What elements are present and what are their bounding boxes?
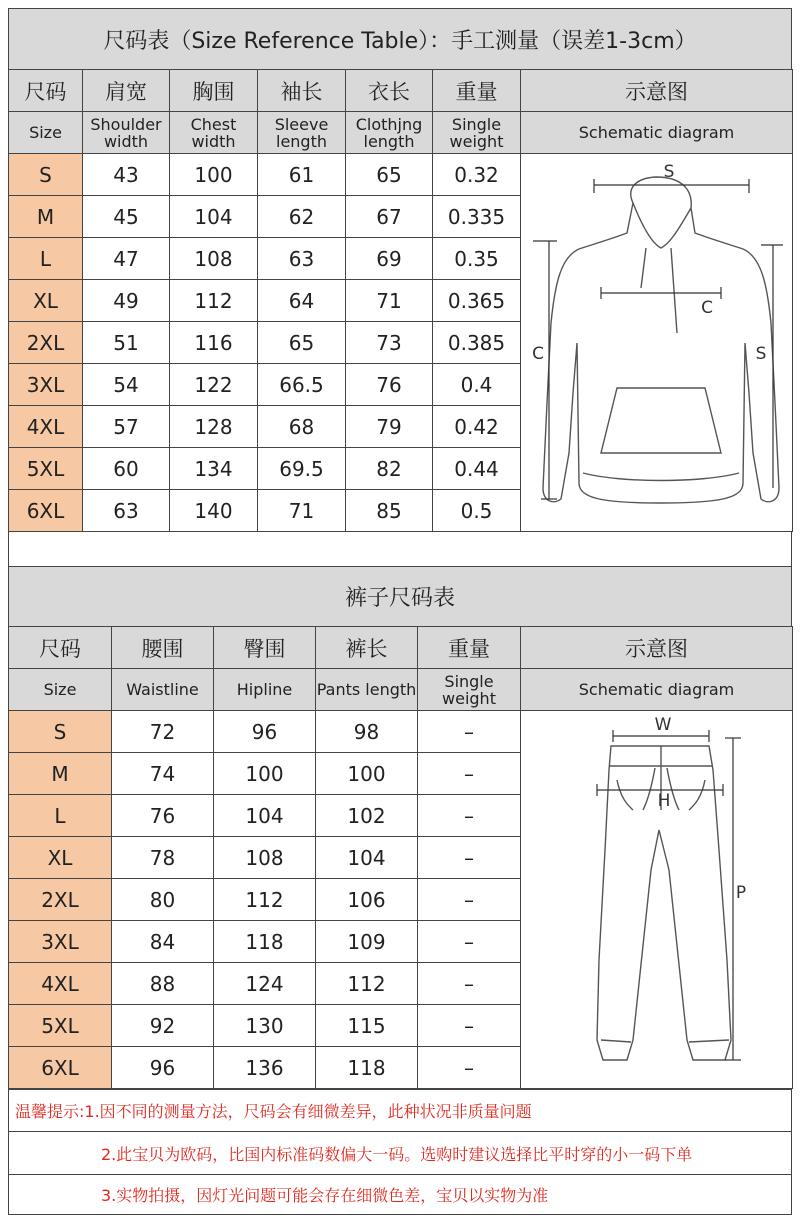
top-value-cell: 61	[258, 154, 346, 196]
top-value-cell: 0.335	[433, 196, 521, 238]
pants-header-en-length: Pants length	[316, 669, 418, 711]
bottom-value-cell: –	[418, 921, 521, 963]
bottom-value-cell: 84	[112, 921, 214, 963]
bottom-value-cell: –	[418, 1047, 521, 1089]
top-value-cell: 69	[346, 238, 433, 280]
bottom-value-cell: –	[418, 1005, 521, 1047]
top-value-cell: 63	[83, 490, 170, 532]
label-shoulder: S	[663, 162, 675, 182]
top-size-cell: L	[9, 238, 83, 280]
top-value-cell: 112	[170, 280, 258, 322]
pants-header-row-cn	[9, 627, 793, 669]
top-value-cell: 108	[170, 238, 258, 280]
header-en-shoulder: Shoulder width	[83, 112, 170, 154]
bottom-size-cell: 4XL	[9, 963, 112, 1005]
header-cn-chest: 胸围	[170, 70, 258, 112]
top-value-cell: 68	[258, 406, 346, 448]
top-value-cell: 0.365	[433, 280, 521, 322]
top-value-cell: 54	[83, 364, 170, 406]
bottom-size-cell: M	[9, 753, 112, 795]
bottom-value-cell: 100	[214, 753, 316, 795]
top-value-cell: 0.42	[433, 406, 521, 448]
top-size-cell: 6XL	[9, 490, 83, 532]
pants-header-en-hip: Hipline	[214, 669, 316, 711]
bottom-value-cell: –	[418, 963, 521, 1005]
note-3	[8, 1174, 792, 1215]
header-en-chest: Chest width	[170, 112, 258, 154]
top-value-cell: 79	[346, 406, 433, 448]
label-hip: H	[657, 791, 671, 811]
bottom-value-cell: 98	[316, 711, 418, 753]
hoodie-outline-icon	[543, 177, 779, 503]
top-size-cell: 2XL	[9, 322, 83, 364]
top-value-cell: 71	[258, 490, 346, 532]
pants-header-cn-size: 尺码	[9, 627, 112, 669]
bottom-size-cell: XL	[9, 837, 112, 879]
top-size-cell: XL	[9, 280, 83, 322]
top-value-cell: 0.44	[433, 448, 521, 490]
top-value-cell: 0.32	[433, 154, 521, 196]
top-value-cell: 122	[170, 364, 258, 406]
top-value-cell: 45	[83, 196, 170, 238]
top-value-cell: 104	[170, 196, 258, 238]
top-value-cell: 66.5	[258, 364, 346, 406]
top-value-cell: 82	[346, 448, 433, 490]
bottom-size-cell: 5XL	[9, 1005, 112, 1047]
top-value-cell: 76	[346, 364, 433, 406]
top-value-cell: 128	[170, 406, 258, 448]
pants-header-cn-hip: 臀围	[214, 627, 316, 669]
top-value-cell: 140	[170, 490, 258, 532]
header-cn-sleeve: 袖长	[258, 70, 346, 112]
header-en-length: Clothjng length	[346, 112, 433, 154]
top-value-cell: 62	[258, 196, 346, 238]
pants-schematic-diagram	[521, 710, 791, 1088]
header-en-size: Size	[9, 112, 83, 154]
header-cn-shoulder: 肩宽	[83, 70, 170, 112]
bottom-value-cell: –	[418, 711, 521, 753]
top-size-cell: 3XL	[9, 364, 83, 406]
label-chest: C	[701, 298, 713, 318]
bottom-value-cell: 102	[316, 795, 418, 837]
bottom-size-cell: L	[9, 795, 112, 837]
top-value-cell: 134	[170, 448, 258, 490]
note-1	[8, 1089, 792, 1132]
header-en-weight: Single weight	[433, 112, 521, 154]
bottom-value-cell: 96	[112, 1047, 214, 1089]
pants-header-en-diagram: Schematic diagram	[521, 669, 793, 711]
top-value-cell: 51	[83, 322, 170, 364]
label-pants-length: P	[735, 883, 747, 903]
hoodie-size-table-title	[8, 8, 792, 70]
top-value-cell: 57	[83, 406, 170, 448]
header-en-diagram: Schematic diagram	[521, 112, 793, 154]
bottom-value-cell: 80	[112, 879, 214, 921]
bottom-size-cell: 3XL	[9, 921, 112, 963]
pants-header-cn-weight: 重量	[418, 627, 521, 669]
top-value-cell: 63	[258, 238, 346, 280]
header-en-sleeve: Sleeve length	[258, 112, 346, 154]
bottom-value-cell: 109	[316, 921, 418, 963]
header-cn-weight: 重量	[433, 70, 521, 112]
top-value-cell: 65	[258, 322, 346, 364]
bottom-size-cell: 2XL	[9, 879, 112, 921]
note-2	[8, 1131, 792, 1175]
top-value-cell: 60	[83, 448, 170, 490]
top-value-cell: 64	[258, 280, 346, 322]
bottom-value-cell: 78	[112, 837, 214, 879]
top-value-cell: 43	[83, 154, 170, 196]
hoodie-header-row-en	[9, 112, 793, 154]
bottom-value-cell: 104	[214, 795, 316, 837]
table-spacer	[8, 531, 792, 567]
bottom-value-cell: 100	[316, 753, 418, 795]
note-3-text: 3.实物拍摄，因灯光问题可能会存在细微色差，宝贝以实物为准	[101, 1186, 549, 1205]
bottom-size-cell: S	[9, 711, 112, 753]
bottom-value-cell: 88	[112, 963, 214, 1005]
pants-header-en-waist: Waistline	[112, 669, 214, 711]
bottom-value-cell: 112	[214, 879, 316, 921]
bottom-value-cell: 130	[214, 1005, 316, 1047]
top-value-cell: 65	[346, 154, 433, 196]
hoodie-header-row-cn	[9, 70, 793, 112]
bottom-value-cell: 106	[316, 879, 418, 921]
bottom-value-cell: 118	[316, 1047, 418, 1089]
bottom-value-cell: –	[418, 795, 521, 837]
top-value-cell: 0.4	[433, 364, 521, 406]
bottom-value-cell: –	[418, 753, 521, 795]
note-1-text: 温馨提示:1.因不同的测量方法，尺码会有细微差异，此种状况非质量问题	[15, 1102, 532, 1121]
bottom-value-cell: 115	[316, 1005, 418, 1047]
bottom-value-cell: 92	[112, 1005, 214, 1047]
bottom-value-cell: –	[418, 879, 521, 921]
pants-header-cn-diagram: 示意图	[521, 627, 793, 669]
label-waist: W	[654, 715, 672, 735]
pants-header-en-size: Size	[9, 669, 112, 711]
top-size-cell: S	[9, 154, 83, 196]
top-value-cell: 85	[346, 490, 433, 532]
bottom-value-cell: 104	[316, 837, 418, 879]
top-value-cell: 0.5	[433, 490, 521, 532]
pants-header-cn-waist: 腰围	[112, 627, 214, 669]
pants-header-en-weight: Single weight	[418, 669, 521, 711]
top-value-cell: 71	[346, 280, 433, 322]
top-size-cell: 4XL	[9, 406, 83, 448]
bottom-value-cell: 96	[214, 711, 316, 753]
top-value-cell: 116	[170, 322, 258, 364]
label-sleeve: S	[755, 344, 767, 364]
pants-header-cn-length: 裤长	[316, 627, 418, 669]
hoodie-schematic-diagram	[521, 153, 791, 531]
header-cn-diagram: 示意图	[521, 70, 793, 112]
bottom-value-cell: 124	[214, 963, 316, 1005]
bottom-value-cell: 112	[316, 963, 418, 1005]
top-value-cell: 49	[83, 280, 170, 322]
hoodie-title-text: 尺码表（Size Reference Table）：手工测量（误差1-3cm）	[103, 28, 697, 54]
top-value-cell: 69.5	[258, 448, 346, 490]
top-value-cell: 73	[346, 322, 433, 364]
header-cn-size: 尺码	[9, 70, 83, 112]
top-size-cell: M	[9, 196, 83, 238]
bottom-value-cell: 118	[214, 921, 316, 963]
header-cn-length: 衣长	[346, 70, 433, 112]
note-2-text: 2.此宝贝为欧码，比国内标准码数偏大一码。选购时建议选择比平时穿的小一码下单	[101, 1144, 693, 1164]
pants-size-table-title	[8, 566, 792, 627]
pants-header-row-en	[9, 669, 793, 711]
top-value-cell: 67	[346, 196, 433, 238]
pants-title-text: 裤子尺码表	[344, 586, 455, 611]
bottom-value-cell: 108	[214, 837, 316, 879]
top-size-cell: 5XL	[9, 448, 83, 490]
bottom-value-cell: 72	[112, 711, 214, 753]
top-value-cell: 100	[170, 154, 258, 196]
bottom-value-cell: 74	[112, 753, 214, 795]
top-value-cell: 47	[83, 238, 170, 280]
bottom-size-cell: 6XL	[9, 1047, 112, 1089]
bottom-value-cell: 76	[112, 795, 214, 837]
label-length: C	[532, 344, 544, 364]
top-value-cell: 0.385	[433, 322, 521, 364]
top-value-cell: 0.35	[433, 238, 521, 280]
bottom-value-cell: –	[418, 837, 521, 879]
bottom-value-cell: 136	[214, 1047, 316, 1089]
